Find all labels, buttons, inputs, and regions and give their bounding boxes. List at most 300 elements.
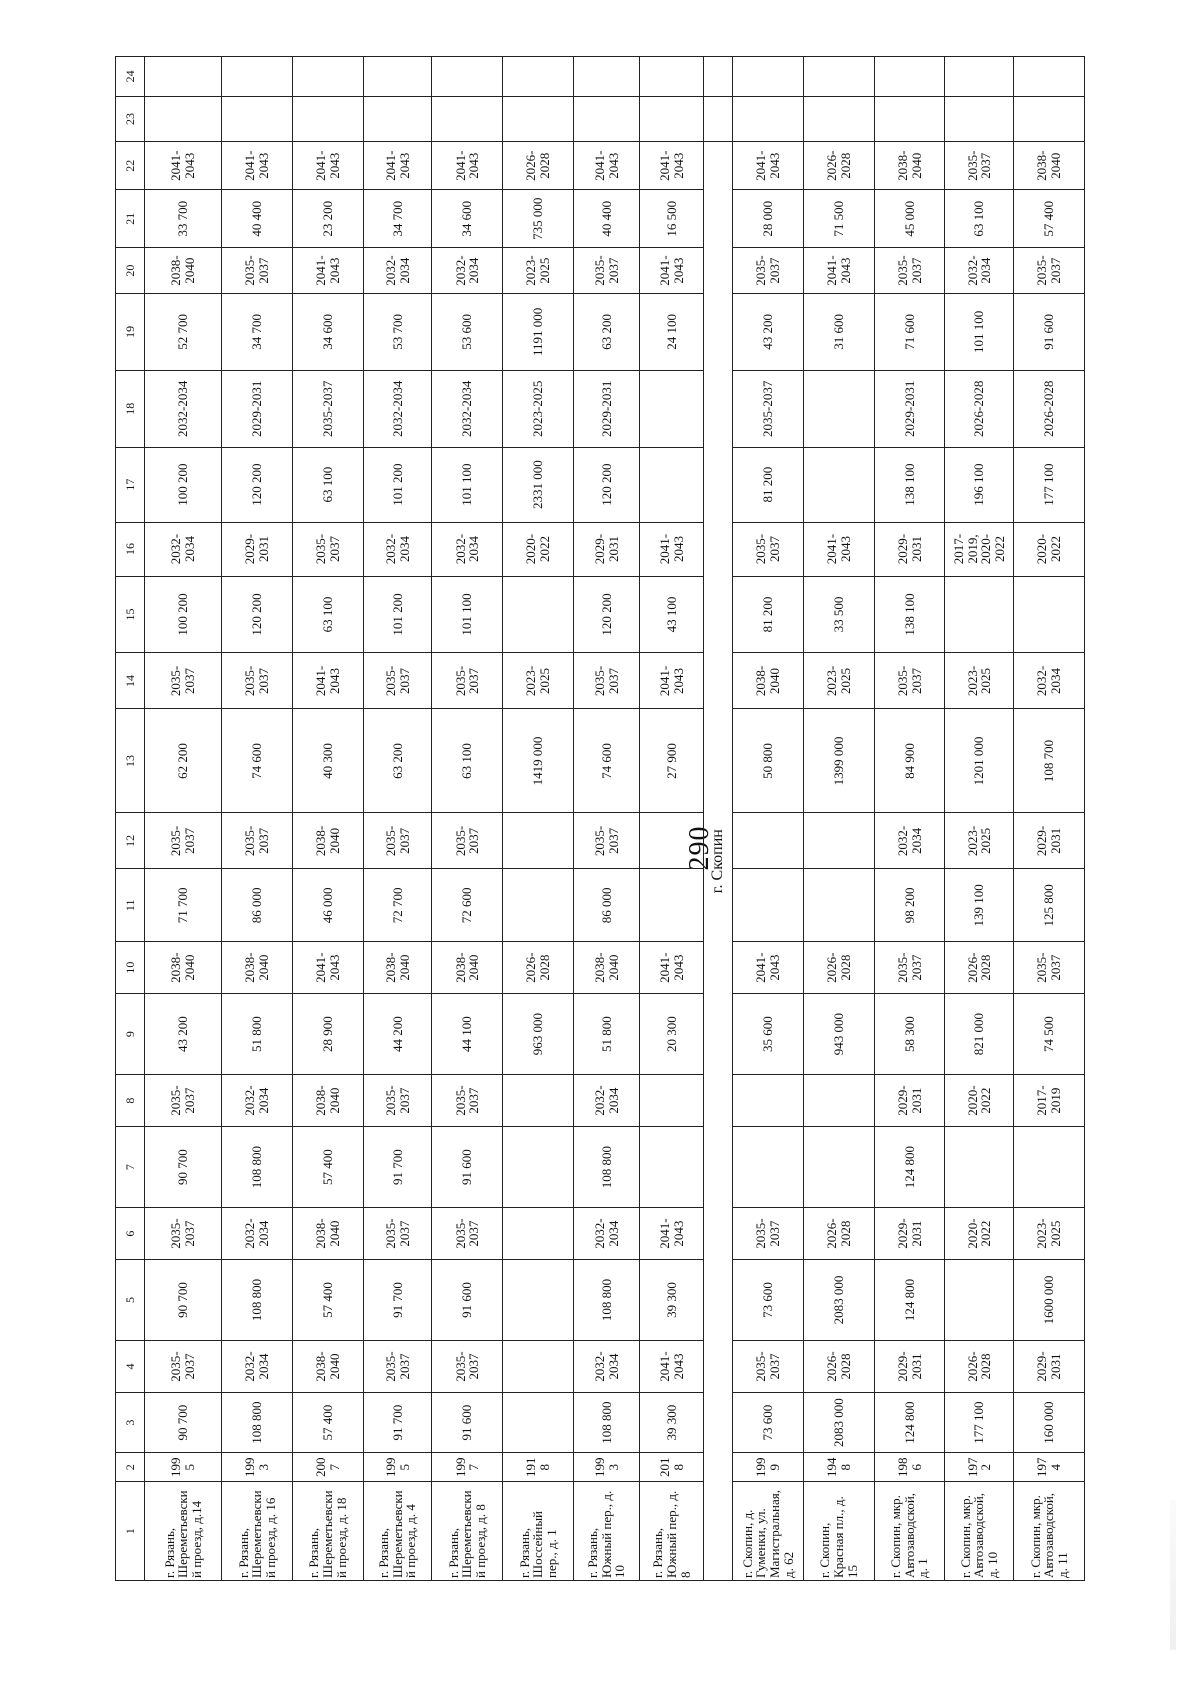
table-cell: 51 800 [222, 994, 293, 1075]
column-number: 3 [116, 1392, 145, 1452]
table-cell: 34 600 [292, 293, 363, 370]
table-cell: 27 900 [640, 709, 704, 813]
column-number: 14 [116, 653, 145, 709]
table-cell: 2035-2037 [432, 1075, 503, 1127]
table-cell: 2023-2025 [945, 653, 1014, 709]
table-cell: 2032-2034 [573, 1341, 639, 1393]
table-cell [503, 1075, 574, 1127]
table-cell: 39 300 [640, 1260, 704, 1341]
table-cell: 2023-2025 [803, 653, 874, 709]
table-cell: 45 000 [874, 190, 945, 248]
table-cell: 2029-2031 [573, 370, 639, 447]
table-cell: 177 100 [1014, 447, 1085, 522]
table-cell: 2035-2037 [363, 1075, 432, 1127]
table-cell: 120 200 [222, 576, 293, 653]
table-cell: 2035-2037 [733, 248, 804, 294]
table-cell: 2026-2028 [945, 1341, 1014, 1393]
table-cell: 2032-2034 [222, 1208, 293, 1260]
table-cell: 2035-2037 [222, 653, 293, 709]
table-cell: 57 400 [1014, 190, 1085, 248]
table-cell: 44 100 [432, 994, 503, 1075]
table-cell: 40 400 [222, 190, 293, 248]
table-cell: 2041-2043 [292, 942, 363, 994]
table-cell: 2041-2043 [292, 142, 363, 190]
table-cell: 2035-2037 [144, 1075, 221, 1127]
table-cell: 2029-2031 [874, 1075, 945, 1127]
table-cell: 53 600 [432, 293, 503, 370]
table-cell: 2035-2037 [733, 522, 804, 576]
address-cell: г. Скопин, мкр. Автозаводской, д. 1 [874, 1482, 945, 1581]
table-cell: 943 000 [803, 994, 874, 1075]
table-cell: 72 700 [363, 869, 432, 942]
table-row [573, 57, 639, 1581]
table-cell [733, 57, 804, 97]
table-cell: 81 200 [733, 447, 804, 522]
address-cell: г. Скопин, д. Гуменки, ул. Магистральная, д. 62 [733, 1482, 804, 1581]
header-row [116, 57, 145, 1581]
table-cell: 2038-2040 [874, 142, 945, 190]
table-cell: 1974 [1014, 1453, 1085, 1482]
column-number: 13 [116, 709, 145, 813]
table-cell: 2026-2028 [503, 142, 574, 190]
table-cell [640, 57, 704, 97]
table-cell: 2018 [640, 1453, 704, 1482]
column-number: 2 [116, 1453, 145, 1482]
table-cell [945, 576, 1014, 653]
table-cell: 2020-2022 [503, 522, 574, 576]
table-cell: 2035-2037 [573, 653, 639, 709]
table-cell: 63 200 [363, 709, 432, 813]
table-cell: 2035-2037 [733, 1208, 804, 1260]
table-cell [222, 57, 293, 97]
table-row [874, 57, 945, 1581]
column-number: 15 [116, 576, 145, 653]
table-cell: 1918 [503, 1453, 574, 1482]
table-cell: 1972 [945, 1453, 1014, 1482]
table-cell: 2035-2037 [874, 942, 945, 994]
table-cell: 2017-2019 [1014, 1075, 1085, 1127]
table-cell: 90 700 [144, 1127, 221, 1208]
table-cell: 63 100 [945, 190, 1014, 248]
table-cell: 84 900 [874, 709, 945, 813]
table-cell: 2026-2028 [803, 1208, 874, 1260]
table-cell: 91 600 [432, 1127, 503, 1208]
table-cell: 2035-2037 [222, 248, 293, 294]
table-cell [503, 813, 574, 869]
table-cell: 1948 [803, 1453, 874, 1482]
table-cell: 63 100 [292, 447, 363, 522]
table-cell: 40 300 [292, 709, 363, 813]
table-cell: 1997 [432, 1453, 503, 1482]
table-cell [803, 1127, 874, 1208]
table-cell [144, 57, 221, 97]
table-cell: 2029-2031 [1014, 1341, 1085, 1393]
table-cell: 2032-2034 [573, 1075, 639, 1127]
table-cell: 101 100 [945, 293, 1014, 370]
table-row [1014, 57, 1085, 1581]
table-cell: 1995 [144, 1453, 221, 1482]
table-cell [640, 869, 704, 942]
table-cell: 91 700 [363, 1127, 432, 1208]
table-cell: 2029-2031 [874, 370, 945, 447]
table-cell: 46 000 [292, 869, 363, 942]
rotated-table-wrapper [115, 56, 1085, 1581]
table-cell: 86 000 [222, 869, 293, 942]
table-cell: 2041-2043 [640, 653, 704, 709]
table-row [363, 57, 432, 1581]
table-cell: 2035-2037 [733, 1341, 804, 1393]
table-cell: 91 600 [1014, 293, 1085, 370]
table-cell: 125 800 [1014, 869, 1085, 942]
table-cell: 2035-2037 [144, 1208, 221, 1260]
column-number: 23 [116, 96, 145, 142]
table-cell: 58 300 [874, 994, 945, 1075]
table-row [503, 57, 574, 1581]
table-cell: 57 400 [292, 1260, 363, 1341]
table-cell: 1399 000 [803, 709, 874, 813]
table-row [222, 57, 293, 1581]
table-cell: 2017-2019, 2020-2022 [945, 522, 1014, 576]
table-cell [733, 96, 804, 142]
column-number: 6 [116, 1208, 145, 1260]
table-cell: 2038-2040 [222, 942, 293, 994]
table-cell: 2035-2037 [573, 813, 639, 869]
table-cell: 2029-2031 [874, 1341, 945, 1393]
column-number: 7 [116, 1127, 145, 1208]
table-cell: 2029-2031 [222, 370, 293, 447]
table-cell: 44 200 [363, 994, 432, 1075]
table-cell: 43 200 [733, 293, 804, 370]
table-cell [503, 1260, 574, 1341]
table-cell: 124 800 [874, 1127, 945, 1208]
table-cell: 120 200 [573, 576, 639, 653]
table-cell: 100 200 [144, 447, 221, 522]
table-cell: 57 400 [292, 1392, 363, 1452]
table-cell [704, 57, 733, 97]
table-cell: 2032-2034 [144, 370, 221, 447]
table-cell: 90 700 [144, 1260, 221, 1341]
table-cell [803, 370, 874, 447]
address-cell: г. Рязань, Шереметьевский проезд, д. 16 [222, 1482, 293, 1581]
table-cell [503, 96, 574, 142]
table-cell: 2023-2025 [503, 653, 574, 709]
column-number: 10 [116, 942, 145, 994]
table-cell: 2032-2034 [432, 370, 503, 447]
table-cell [432, 96, 503, 142]
table-cell: 52 700 [144, 293, 221, 370]
table-cell: 2035-2037 [222, 813, 293, 869]
table-cell: 50 800 [733, 709, 804, 813]
table-cell [733, 1127, 804, 1208]
table-cell: 62 200 [144, 709, 221, 813]
table-cell: 101 100 [432, 576, 503, 653]
table-cell: 2035-2037 [144, 1341, 221, 1393]
column-number: 16 [116, 522, 145, 576]
table-cell: 2041-2043 [432, 142, 503, 190]
address-cell: г. Рязань, Южный пер., д. 8 [640, 1482, 704, 1581]
page-number: 290 [684, 825, 715, 871]
table-cell: 73 600 [733, 1260, 804, 1341]
table-cell: 2038-2040 [292, 1341, 363, 1393]
table-cell [803, 96, 874, 142]
table-cell: 120 200 [573, 447, 639, 522]
table-cell: 108 700 [1014, 709, 1085, 813]
table-cell [432, 57, 503, 97]
table-cell: 2032-2034 [144, 522, 221, 576]
table-cell: 43 200 [144, 994, 221, 1075]
column-number: 21 [116, 190, 145, 248]
column-number: 9 [116, 994, 145, 1075]
table-cell: 108 800 [573, 1127, 639, 1208]
column-number: 22 [116, 142, 145, 190]
table-cell: 2023-2025 [503, 248, 574, 294]
table-cell: 2032-2034 [874, 813, 945, 869]
table-cell: 2038-2040 [144, 248, 221, 294]
table-cell: 2032-2034 [222, 1075, 293, 1127]
table-cell: 20 300 [640, 994, 704, 1075]
table-cell: 2041-2043 [292, 248, 363, 294]
table-cell: 2032-2034 [573, 1208, 639, 1260]
table-cell: 101 200 [363, 447, 432, 522]
address-cell: г. Скопин, мкр. Автозаводской, д. 10 [945, 1482, 1014, 1581]
column-number: 20 [116, 248, 145, 294]
table-cell: 31 600 [803, 293, 874, 370]
table-cell: 2035-2037 [432, 1208, 503, 1260]
table-cell: 2035-2037 [292, 522, 363, 576]
table-row [945, 57, 1014, 1581]
table-cell: 2035-2037 [432, 653, 503, 709]
table-cell: 2020-2022 [945, 1075, 1014, 1127]
table-cell [803, 813, 874, 869]
data-table [115, 56, 1085, 1581]
table-cell: 2041-2043 [733, 142, 804, 190]
table-cell: 101 200 [363, 576, 432, 653]
address-cell: г. Скопин, мкр. Автозаводской, д. 11 [1014, 1482, 1085, 1581]
table-cell: 2038-2040 [363, 942, 432, 994]
table-row [640, 57, 704, 1581]
table-cell: 74 600 [222, 709, 293, 813]
table-cell: 2026-2028 [803, 142, 874, 190]
table-cell: 2041-2043 [144, 142, 221, 190]
column-number: 8 [116, 1075, 145, 1127]
address-cell: г. Рязань, Южный пер., д. 10 [573, 1482, 639, 1581]
table-cell: 2020-2022 [945, 1208, 1014, 1260]
table-row [292, 57, 363, 1581]
table-cell [733, 1075, 804, 1127]
address-cell: г. Рязань, Шереметьевский проезд, д. 4 [363, 1482, 432, 1581]
table-cell [803, 1075, 874, 1127]
table-cell [1014, 576, 1085, 653]
column-number: 17 [116, 447, 145, 522]
table-cell: 2041-2043 [573, 142, 639, 190]
table-cell [222, 96, 293, 142]
table-cell [363, 57, 432, 97]
table-cell [945, 1127, 1014, 1208]
table-cell: 120 200 [222, 447, 293, 522]
table-cell: 2029-2031 [874, 522, 945, 576]
table-cell: 2041-2043 [640, 1341, 704, 1393]
table-cell: 2035-2037 [292, 370, 363, 447]
table-cell: 91 700 [363, 1392, 432, 1452]
table-cell: 2038-2040 [292, 813, 363, 869]
column-number: 19 [116, 293, 145, 370]
table-cell: 1995 [363, 1453, 432, 1482]
table-cell: 108 800 [222, 1260, 293, 1341]
table-cell [1014, 1127, 1085, 1208]
table-cell: 98 200 [874, 869, 945, 942]
table-cell [945, 1260, 1014, 1341]
column-number: 11 [116, 869, 145, 942]
table-cell: 2032-2034 [363, 522, 432, 576]
table-cell: 2035-2037 [363, 653, 432, 709]
table-cell: 138 100 [874, 576, 945, 653]
table-cell: 2032-2034 [363, 248, 432, 294]
table-cell: 2020-2022 [1014, 522, 1085, 576]
table-cell: 91 600 [432, 1392, 503, 1452]
table-cell: 124 800 [874, 1392, 945, 1452]
table-cell: 1999 [733, 1453, 804, 1482]
table-cell: 2026-2028 [945, 370, 1014, 447]
table-row [733, 57, 804, 1581]
address-cell: г. Рязань, Шереметьевский проезд, д. 18 [292, 1482, 363, 1581]
table-cell: 23 200 [292, 190, 363, 248]
table-cell: 735 000 [503, 190, 574, 248]
table-cell: 101 100 [432, 447, 503, 522]
table-cell: 39 300 [640, 1392, 704, 1452]
table-cell [503, 576, 574, 653]
table-cell [640, 96, 704, 142]
column-number: 5 [116, 1260, 145, 1341]
address-cell: г. Скопин, Красная пл., д. 15 [803, 1482, 874, 1581]
table-cell: 2038-2040 [144, 942, 221, 994]
section-title: г. Скопин [704, 142, 733, 1581]
table-cell: 72 600 [432, 869, 503, 942]
scan-edge-shading [1170, 1500, 1176, 1650]
table-cell [733, 813, 804, 869]
table-cell: 138 100 [874, 447, 945, 522]
address-cell: г. Рязань, Шоссейный пер., д. 1 [503, 1482, 574, 1581]
table-cell: 2035-2037 [363, 813, 432, 869]
table-cell: 73 600 [733, 1392, 804, 1452]
table-cell: 108 800 [573, 1260, 639, 1341]
table-cell: 1419 000 [503, 709, 574, 813]
table-cell: 2026-2028 [945, 942, 1014, 994]
table-cell [803, 447, 874, 522]
table-cell: 2035-2037 [363, 1208, 432, 1260]
table-cell: 28 000 [733, 190, 804, 248]
table-cell: 2035-2037 [1014, 248, 1085, 294]
table-cell [640, 1127, 704, 1208]
table-cell: 2038-2040 [292, 1075, 363, 1127]
table-cell: 160 000 [1014, 1392, 1085, 1452]
table-cell: 43 100 [640, 576, 704, 653]
table-cell: 2038-2040 [573, 942, 639, 994]
address-cell: г. Рязань, Шереметьевский проезд, д. 8 [432, 1482, 503, 1581]
table-cell: 33 500 [803, 576, 874, 653]
table-row [144, 57, 221, 1581]
table-cell: 108 800 [573, 1392, 639, 1452]
table-cell: 1986 [874, 1453, 945, 1482]
table-cell: 108 800 [222, 1392, 293, 1452]
table-cell: 2029-2031 [573, 522, 639, 576]
column-number: 18 [116, 370, 145, 447]
table-cell: 91 700 [363, 1260, 432, 1341]
table-cell [503, 1208, 574, 1260]
table-cell: 2023-2025 [1014, 1208, 1085, 1260]
table-cell: 2029-2031 [1014, 813, 1085, 869]
table-cell [1014, 57, 1085, 97]
table-cell: 2041-2043 [222, 142, 293, 190]
table-cell [704, 96, 733, 142]
table-cell [292, 96, 363, 142]
table-cell: 2038-2040 [1014, 142, 1085, 190]
table-cell: 2035-2037 [363, 1341, 432, 1393]
table-cell: 35 600 [733, 994, 804, 1075]
table-cell: 2026-2028 [803, 1341, 874, 1393]
table-cell: 108 800 [222, 1127, 293, 1208]
table-cell [363, 96, 432, 142]
table-cell: 2029-2031 [222, 522, 293, 576]
table-cell: 2035-2037 [1014, 942, 1085, 994]
table-cell: 2035-2037 [874, 653, 945, 709]
table-cell: 2038-2040 [432, 942, 503, 994]
table-cell [503, 1392, 574, 1452]
table-cell: 2038-2040 [733, 653, 804, 709]
table-cell: 963 000 [503, 994, 574, 1075]
table-cell: 2032-2034 [363, 370, 432, 447]
table-cell: 63 100 [292, 576, 363, 653]
table-cell: 2331 000 [503, 447, 574, 522]
table-cell: 124 800 [874, 1260, 945, 1341]
table-cell: 2035-2037 [144, 813, 221, 869]
table-cell: 100 200 [144, 576, 221, 653]
table-cell: 71 600 [874, 293, 945, 370]
table-cell: 2023-2025 [945, 813, 1014, 869]
table-cell: 2038-2040 [292, 1208, 363, 1260]
table-cell [874, 57, 945, 97]
table-cell: 2035-2037 [432, 813, 503, 869]
table-cell: 2041-2043 [733, 942, 804, 994]
table-cell [503, 1127, 574, 1208]
table-cell [640, 370, 704, 447]
table-cell: 2041-2043 [363, 142, 432, 190]
table-cell [640, 447, 704, 522]
table-cell: 139 100 [945, 869, 1014, 942]
table-cell: 16 500 [640, 190, 704, 248]
column-number: 24 [116, 57, 145, 97]
table-cell: 821 000 [945, 994, 1014, 1075]
table-cell: 2041-2043 [803, 248, 874, 294]
table-cell [945, 96, 1014, 142]
table-cell: 71 500 [803, 190, 874, 248]
table-cell [1014, 96, 1085, 142]
table-cell: 2026-2028 [1014, 370, 1085, 447]
table-cell: 2023-2025 [503, 370, 574, 447]
table-cell: 1993 [222, 1453, 293, 1482]
table-cell [292, 57, 363, 97]
table-cell: 90 700 [144, 1392, 221, 1452]
table-cell: 2035-2037 [573, 248, 639, 294]
table-cell: 2041-2043 [803, 522, 874, 576]
table-cell: 2035-2037 [432, 1341, 503, 1393]
table-cell [503, 869, 574, 942]
table-cell: 40 400 [573, 190, 639, 248]
table-cell: 81 200 [733, 576, 804, 653]
table-cell: 74 500 [1014, 994, 1085, 1075]
table-cell: 2041-2043 [640, 1208, 704, 1260]
table-cell: 74 600 [573, 709, 639, 813]
table-cell: 2083 000 [803, 1392, 874, 1452]
